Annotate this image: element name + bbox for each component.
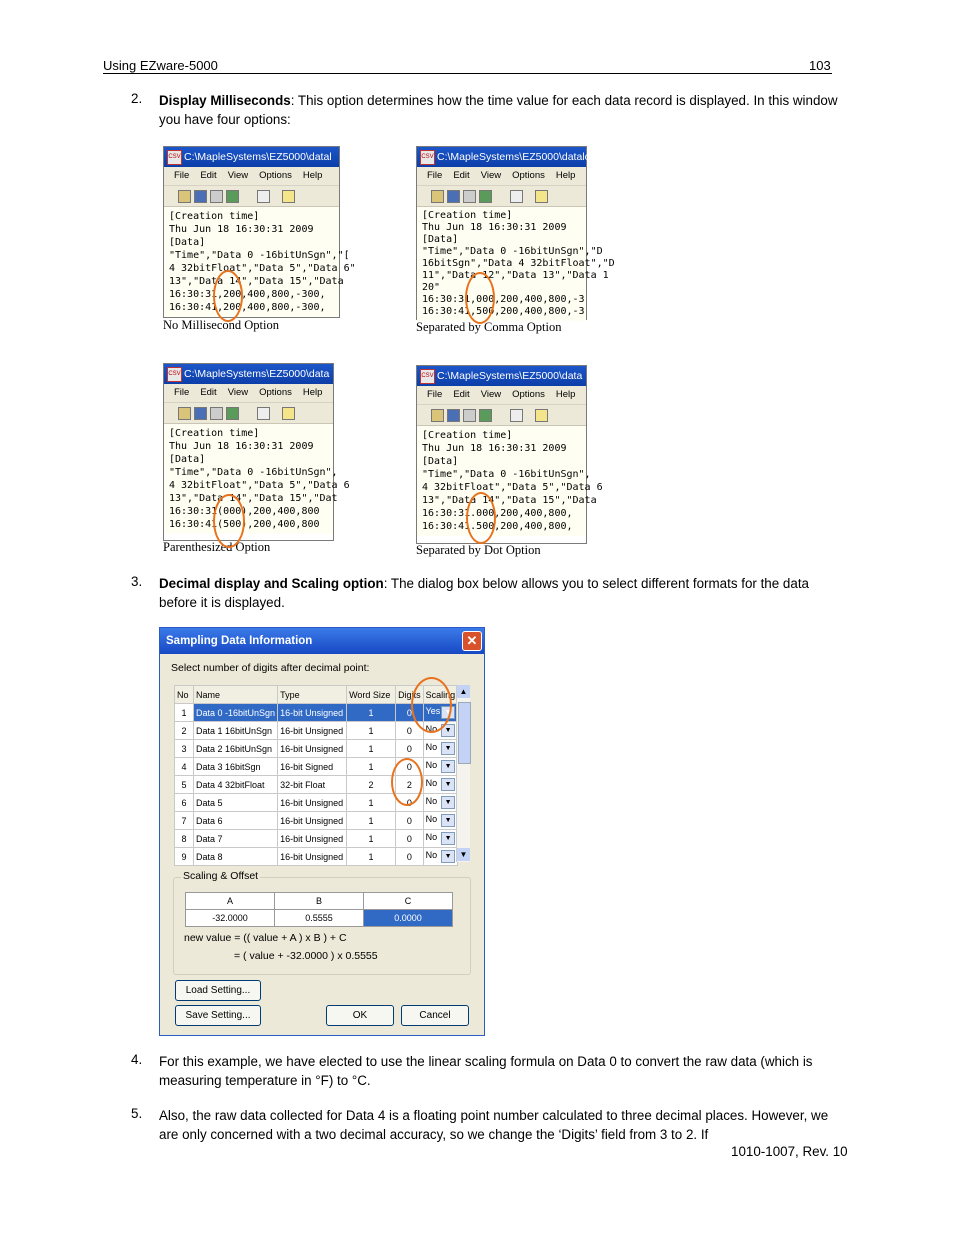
menu-view[interactable]: View xyxy=(227,170,249,181)
scaling-select[interactable]: No ▼ xyxy=(423,776,458,794)
caption-parenthesized: Parenthesized Option xyxy=(163,540,271,554)
scaling-select[interactable]: No ▼ xyxy=(423,722,458,740)
value-c-field[interactable]: 0.0000 xyxy=(364,910,453,927)
scaling-select[interactable]: No ▼ xyxy=(423,812,458,830)
load-setting-button[interactable]: Load Setting... xyxy=(175,980,261,1001)
csv-file-icon: CSV xyxy=(167,367,182,382)
toolbar xyxy=(417,186,586,207)
toolbar xyxy=(417,405,586,426)
scaling-select[interactable]: No ▼ xyxy=(423,740,458,758)
menu-file[interactable]: File xyxy=(174,387,190,398)
data-text: [Creation time] Thu Jun 18 16:30:31 2009 [Data] "Time","Data 0 -16bitUnSgn", 4 32bitFloat","Data 5","Data 6 13","Data 14","Data 15","Dat 16:30:31(000),200,400,800 16:30:41(500),200,400,800 xyxy=(164,424,333,534)
cancel-button[interactable]: Cancel xyxy=(401,1005,469,1026)
table-row[interactable]: 6 Data 5 16-bit Unsigned 1 0 No ▼ xyxy=(175,794,458,812)
highlight-circle xyxy=(213,270,243,322)
col-word-size[interactable]: Word Size xyxy=(347,686,396,704)
data-text: [Creation time] Thu Jun 18 16:30:31 2009 [Data] "Time","Data 0 -16bitUnSgn","[ 4 32bitFloat","Data 5","Data 6" 13","Data 14","Data 15","Data 16:30:31,200,400,800,-300, 16:30:41,200,400,800,-300, xyxy=(164,207,339,317)
digits-prompt: Select number of digits after decimal point: xyxy=(171,662,370,674)
table-row[interactable]: 4 Data 3 16bitSgn 16-bit Signed 1 0 No ▼ xyxy=(175,758,458,776)
table-scrollbar[interactable] xyxy=(456,685,470,862)
menu-file[interactable]: File xyxy=(174,170,190,181)
chevron-down-icon[interactable]: ▼ xyxy=(441,760,455,773)
highlight-circle xyxy=(213,494,245,548)
scroll-thumb[interactable] xyxy=(458,702,471,764)
col-type[interactable]: Type xyxy=(278,686,347,704)
chevron-down-icon[interactable]: ▼ xyxy=(441,724,455,737)
item2-number: 2. xyxy=(131,91,143,106)
menu-bar xyxy=(417,386,586,405)
col-digits[interactable]: Digits xyxy=(396,686,424,704)
scaling-select[interactable]: Yes ▼ xyxy=(423,704,458,722)
scaling-select[interactable]: No ▼ xyxy=(423,830,458,848)
table-row[interactable]: 9 Data 8 16-bit Unsigned 1 0 No ▼ xyxy=(175,848,458,866)
menu-options[interactable]: Options xyxy=(259,387,292,398)
print-icon[interactable] xyxy=(210,407,223,420)
caption-comma: Separated by Comma Option xyxy=(416,320,562,334)
csv-file-icon: CSV xyxy=(420,150,435,165)
toolbar xyxy=(164,186,339,207)
item3-number: 3. xyxy=(131,574,143,589)
formula-line-2: = ( value + -32.0000 ) x 0.5555 xyxy=(234,950,378,962)
csv-file-icon: CSV xyxy=(167,150,182,165)
menu-help[interactable]: Help xyxy=(555,170,576,181)
menu-view[interactable]: View xyxy=(480,170,502,181)
excel-icon[interactable] xyxy=(479,190,492,203)
footer-doc-number: 1010-1007, Rev. 10 xyxy=(731,1144,848,1159)
save-setting-button[interactable]: Save Setting... xyxy=(175,1005,261,1026)
excel-icon[interactable] xyxy=(226,190,239,203)
chevron-down-icon[interactable]: ▼ xyxy=(441,742,455,755)
menu-view[interactable]: View xyxy=(227,387,249,398)
help-icon[interactable] xyxy=(535,190,548,203)
table-row[interactable]: 2 Data 1 16bitUnSgn 16-bit Unsigned 1 0 No ▼ xyxy=(175,722,458,740)
menu-options[interactable]: Options xyxy=(512,389,545,400)
screenshot-parenthesized xyxy=(163,363,350,541)
table-row[interactable]: 8 Data 7 16-bit Unsigned 1 0 No ▼ xyxy=(175,830,458,848)
chevron-down-icon[interactable]: ▼ xyxy=(441,814,455,827)
highlight-circle xyxy=(391,758,423,806)
item4-number: 4. xyxy=(131,1052,143,1067)
scaling-select[interactable]: No ▼ xyxy=(423,758,458,776)
scaling-select[interactable]: No ▼ xyxy=(423,848,458,866)
highlight-circle xyxy=(411,677,452,733)
value-a-field[interactable]: -32.0000 xyxy=(186,910,275,927)
save-icon[interactable] xyxy=(194,190,207,203)
menu-edit[interactable]: Edit xyxy=(453,389,470,400)
window-title: C:\MapleSystems\EZ5000\datalo xyxy=(437,151,591,163)
save-icon[interactable] xyxy=(194,407,207,420)
table-row[interactable]: 5 Data 4 32bitFloat 32-bit Float 2 2 No ▼ xyxy=(175,776,458,794)
item4-text: For this example, we have elected to use the linear scaling formula on Data 0 to convert the raw data (which is measuring temperature in °F) to °C. xyxy=(159,1054,813,1088)
table-row[interactable]: 1 Data 0 -16bitUnSgn 16-bit Unsigned 1 0 Yes ▼ xyxy=(175,704,458,722)
copy-icon[interactable] xyxy=(510,409,523,422)
scaling-select[interactable]: No ▼ xyxy=(423,794,458,812)
window-title: C:\MapleSystems\EZ5000\datal xyxy=(184,151,332,163)
value-b-field[interactable]: 0.5555 xyxy=(275,910,364,927)
menu-help[interactable]: Help xyxy=(302,387,323,398)
menu-options[interactable]: Options xyxy=(259,170,292,181)
col-no[interactable]: No xyxy=(175,686,194,704)
window-title: C:\MapleSystems\EZ5000\data xyxy=(184,368,330,380)
item2-paragraph xyxy=(159,91,839,129)
menu-options[interactable]: Options xyxy=(512,170,545,181)
scaling-offset-group xyxy=(173,870,471,975)
menu-help[interactable]: Help xyxy=(555,389,576,400)
toolbar xyxy=(164,403,333,424)
menu-edit[interactable]: Edit xyxy=(453,170,470,181)
header-title: Using EZware-5000 xyxy=(103,58,218,73)
item3-bold: Decimal display and Scaling option xyxy=(159,576,384,591)
screenshot-comma xyxy=(416,146,615,320)
col-scaling[interactable]: Scaling xyxy=(423,686,458,704)
abc-table xyxy=(185,892,453,927)
ok-button[interactable]: OK xyxy=(326,1005,394,1026)
chevron-down-icon[interactable]: ▼ xyxy=(441,850,455,863)
chevron-down-icon[interactable]: ▼ xyxy=(441,778,455,791)
print-icon[interactable] xyxy=(210,190,223,203)
copy-icon[interactable] xyxy=(257,407,270,420)
header-b: B xyxy=(275,893,364,910)
highlight-circle xyxy=(465,272,495,324)
help-icon[interactable] xyxy=(535,409,548,422)
menu-help[interactable]: Help xyxy=(302,170,323,181)
screenshot-dot xyxy=(416,365,603,544)
data-text: [Creation time] Thu Jun 18 16:30:31 2009 [Data] "Time","Data 0 -16bitUnSgn","D 16bitSgn","Data 4 32bitFloat","D 11","Data 12","Data 13","Data 1 20" 16:30:31,000,200,400,800,-3 16:30:41,500,200,400,800,-3 xyxy=(417,207,586,321)
csv-file-icon: CSV xyxy=(420,369,435,384)
menu-file[interactable]: File xyxy=(427,389,443,400)
menu-edit[interactable]: Edit xyxy=(200,387,217,398)
screenshot-no-millisecond xyxy=(163,146,356,318)
group-title: Scaling & Offset xyxy=(183,870,259,882)
menu-view[interactable]: View xyxy=(480,389,502,400)
help-icon[interactable] xyxy=(282,190,295,203)
header-c: C xyxy=(364,893,453,910)
page-number: 103 xyxy=(809,58,831,73)
save-icon[interactable] xyxy=(447,409,460,422)
close-icon[interactable]: ✕ xyxy=(462,631,482,651)
open-icon[interactable] xyxy=(431,190,444,203)
dialog-title: Sampling Data Information xyxy=(166,635,313,647)
open-icon[interactable] xyxy=(431,409,444,422)
table-row[interactable]: 3 Data 2 16bitUnSgn 16-bit Unsigned 1 0 No ▼ xyxy=(175,740,458,758)
menu-edit[interactable]: Edit xyxy=(200,170,217,181)
caption-dot: Separated by Dot Option xyxy=(416,543,541,557)
item2-text: : This option determines how the time value for each data record is displayed. In this window you have four options: xyxy=(159,93,838,127)
col-name[interactable]: Name xyxy=(194,686,278,704)
menu-bar xyxy=(417,167,586,186)
excel-icon[interactable] xyxy=(226,407,239,420)
header-rule xyxy=(103,73,832,74)
print-icon[interactable] xyxy=(463,409,476,422)
print-icon[interactable] xyxy=(463,190,476,203)
scroll-up-icon[interactable]: ▲ xyxy=(457,685,470,698)
scroll-down-icon[interactable]: ▼ xyxy=(457,848,470,861)
chevron-down-icon[interactable]: ▼ xyxy=(441,706,455,719)
item5-text: Also, the raw data collected for Data 4 is a floating point number calculated to three decimal places. However, we are only concerned with a two decimal accuracy, so we change the ‘Digits’ field from 3 to 2. If xyxy=(159,1108,829,1142)
chevron-down-icon[interactable]: ▼ xyxy=(441,796,455,809)
table-row[interactable]: 7 Data 6 16-bit Unsigned 1 0 No ▼ xyxy=(175,812,458,830)
open-icon[interactable] xyxy=(178,190,191,203)
data-text: [Creation time] Thu Jun 18 16:30:31 2009 [Data] "Time","Data 0 -16bitUnSgn", 4 32bitFloat","Data 5","Data 6 13","Data 14","Data 15","Data 16:30:31.000,200,400,800, 16:30:41.500,200,400,800, xyxy=(417,426,586,536)
copy-icon[interactable] xyxy=(510,190,523,203)
help-icon[interactable] xyxy=(282,407,295,420)
window-title: C:\MapleSystems\EZ5000\data xyxy=(437,370,583,382)
item2-bold: Display Milliseconds xyxy=(159,93,291,108)
formula-line-1: new value = (( value + A ) x B ) + C xyxy=(184,932,347,944)
chevron-down-icon[interactable]: ▼ xyxy=(441,832,455,845)
item3-paragraph xyxy=(159,574,849,612)
item3-text: : The dialog box below allows you to select different formats for the data before it is displayed. xyxy=(159,576,809,610)
highlight-circle xyxy=(466,492,496,544)
item5-number: 5. xyxy=(131,1106,143,1121)
menu-file[interactable]: File xyxy=(427,170,443,181)
copy-icon[interactable] xyxy=(257,190,270,203)
menu-bar xyxy=(164,167,339,186)
caption-no-millisecond: No Millisecond Option xyxy=(163,318,279,332)
menu-bar xyxy=(164,384,333,403)
excel-icon[interactable] xyxy=(479,409,492,422)
header-a: A xyxy=(186,893,275,910)
save-icon[interactable] xyxy=(447,190,460,203)
open-icon[interactable] xyxy=(178,407,191,420)
